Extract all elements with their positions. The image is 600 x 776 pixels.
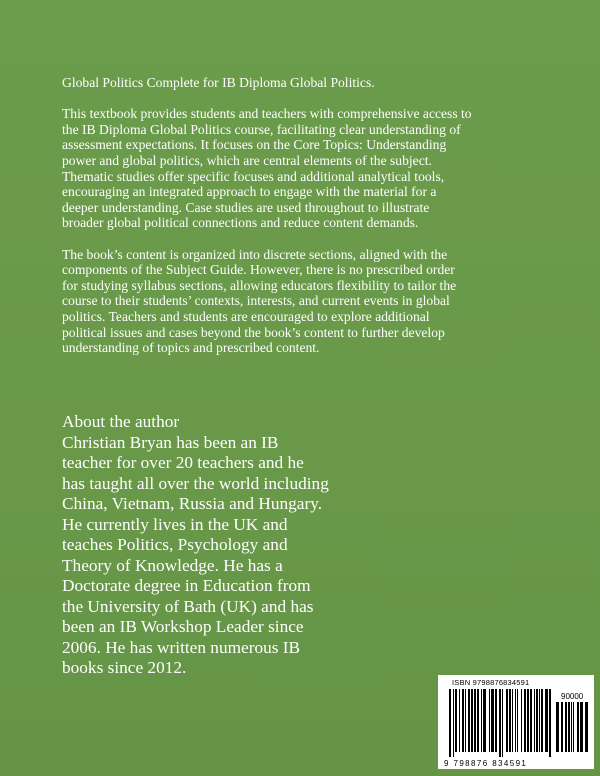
barcode-bar — [545, 689, 548, 752]
description-line: course to their students’ contexts, interests, and current events in global — [62, 293, 450, 309]
barcode-bar — [571, 702, 572, 752]
author-bio-line: China, Vietnam, Russia and Hungary. — [62, 494, 323, 513]
barcode-bar — [481, 689, 482, 752]
barcode-bar — [521, 689, 522, 752]
description-line: political issues and cases beyond the book’s content to further develop — [62, 324, 445, 340]
barcode-bar — [474, 689, 476, 752]
barcode-bar — [509, 689, 511, 752]
barcode-bar — [541, 689, 543, 752]
barcode-bar — [515, 689, 516, 752]
description-line: components of the Subject Guide. However, there is no prescribed order — [62, 262, 455, 278]
author-bio-line: the University of Bath (UK) and has — [62, 596, 314, 616]
barcode-bar — [530, 689, 532, 752]
about-the-author — [62, 412, 382, 679]
description-line: politics. Teachers and students are encouraged to explore additional — [62, 308, 430, 324]
barcode-bar — [561, 702, 563, 752]
barcode-bar — [556, 702, 559, 752]
barcode-bar — [577, 702, 579, 752]
barcode-bar — [495, 689, 497, 752]
barcode-bar — [465, 689, 466, 752]
description-paragraph-overview — [62, 106, 542, 231]
author-bio-line: teaches Politics, Psychology and — [62, 535, 288, 554]
barcode-bar — [524, 689, 526, 752]
barcode-bar — [455, 689, 457, 752]
barcode-bar — [512, 689, 513, 752]
barcode-bar — [483, 689, 486, 752]
description-line: The book’s content is organized into discrete sections, aligned with the — [62, 246, 448, 262]
isbn-label: ISBN 9798876834591 — [452, 678, 530, 687]
barcode-bar — [471, 689, 473, 752]
author-bio-line: Doctorate degree in Education from — [62, 576, 311, 595]
barcode-bar — [568, 702, 570, 752]
barcode-bar — [585, 702, 588, 752]
author-bio-line: has taught all over the world including — [62, 473, 329, 493]
author-bio-line: been an IB Workshop Leader since — [62, 617, 304, 636]
barcode-bar — [499, 689, 501, 757]
price-code: 90000 — [561, 692, 584, 701]
description-line: understanding of topics and prescribed content. — [62, 340, 320, 356]
author-bio-line: Christian Bryan has been an IB — [62, 432, 279, 452]
book-description — [62, 75, 542, 371]
author-bio-line: books since 2012. — [62, 658, 187, 677]
author-heading: About the author — [62, 412, 180, 431]
author-bio-line: 2006. He has written numerous IB — [62, 637, 301, 657]
description-line: the IB Diploma Global Politics course, facilitating clear understanding of — [62, 121, 461, 137]
barcode-bar — [453, 689, 454, 757]
author-bio-line: Theory of Knowledge. He has a — [62, 555, 283, 575]
description-line: This textbook provides students and teachers with comprehensive access to — [62, 106, 472, 122]
isbn-barcode — [438, 675, 594, 769]
barcode-bar — [549, 689, 551, 757]
barcode-bar — [491, 689, 494, 752]
description-line: broader global political connections and reduce content demands. — [62, 215, 419, 231]
barcode-bar — [527, 689, 529, 752]
isbn-digits: 9 798876 834591 — [444, 759, 528, 768]
barcode-bar — [580, 702, 583, 752]
barcode-bar — [459, 689, 460, 752]
barcode-bar — [536, 689, 538, 752]
author-bio-line: teacher for over 20 teachers and he — [62, 453, 304, 472]
barcode-bar — [517, 689, 518, 752]
barcode-bar — [462, 689, 464, 752]
barcode-bar — [539, 689, 540, 752]
barcode-bar — [565, 702, 567, 752]
barcode-bar — [573, 702, 574, 752]
description-line: deeper understanding. Case studies are used throughout to illustrate — [62, 199, 430, 215]
description-line: Thematic studies offer specific focuses and additional analytical tools, — [62, 168, 445, 184]
barcode-bars — [449, 689, 553, 757]
barcode-bar — [506, 689, 508, 752]
barcode-bar — [477, 689, 479, 752]
description-title-line: Global Politics Complete for IB Diploma Global Politics. — [62, 75, 375, 90]
barcode-bar — [489, 689, 490, 752]
barcode-bar — [468, 689, 470, 752]
description-paragraph-organization — [62, 247, 542, 356]
barcode-addon-bars — [556, 702, 588, 757]
description-line: encouraging an integrated approach to engage with the material for a — [62, 184, 437, 200]
description-line: power and global politics, which are central elements of the subject. — [62, 152, 432, 168]
barcode-bar — [502, 689, 503, 757]
description-line: assessment expectations. It focuses on the Core Topics: Understanding — [62, 137, 447, 153]
barcode-bar — [449, 689, 451, 757]
description-line: for studying syllabus sections, allowing educators flexibility to tailor the — [62, 277, 457, 293]
barcode-bar — [534, 689, 535, 752]
author-bio-line: He currently lives in the UK and — [62, 514, 288, 534]
